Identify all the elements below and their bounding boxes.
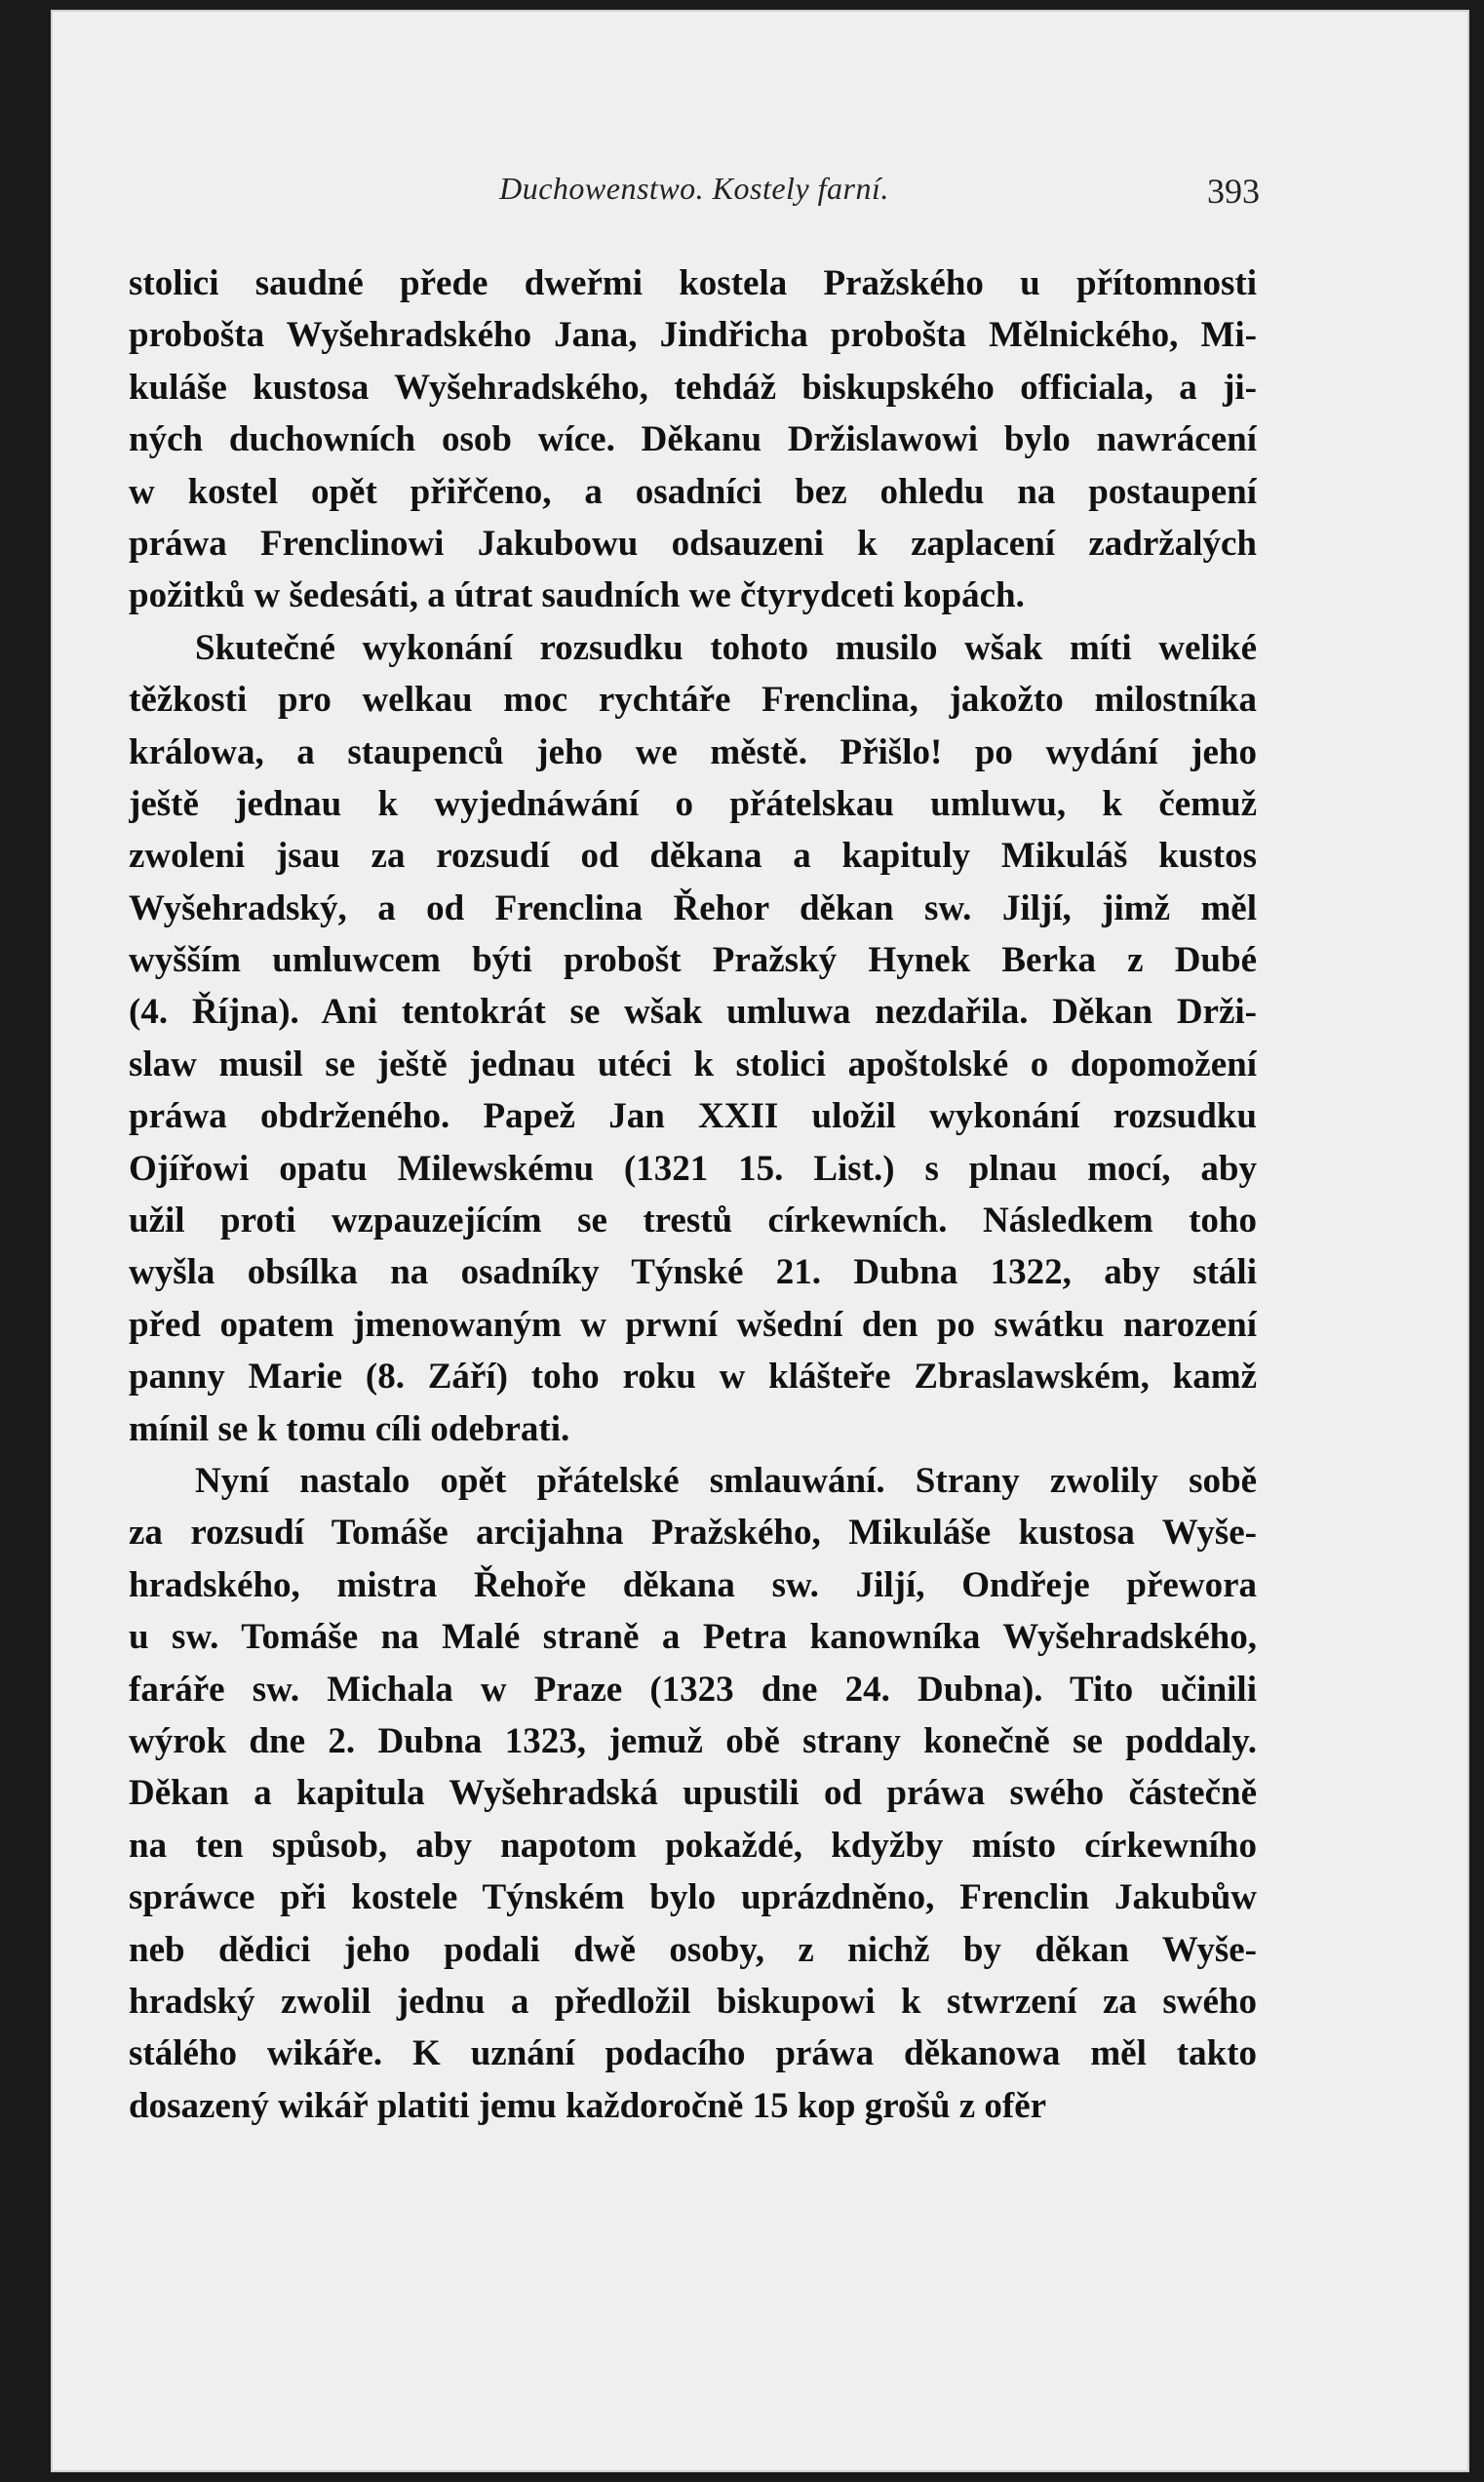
paragraph [129, 257, 1257, 622]
text-line: Ojířowi opatu Milewskému (1321 15. List.) s plnau mocí, aby [129, 1148, 1257, 1189]
text-line: u sw. Tomáše na Malé straně a Petra kanowníka Wyšehradského, [129, 1617, 1257, 1658]
text-line: ných duchowních osob wíce. Děkanu Držislawowi bylo nawrácení [129, 419, 1257, 460]
text-line: (4. Října). Ani tentokrát se wšak umluwa nezdařila. Děkan Drži- [129, 992, 1257, 1033]
text-line: slaw musil se ještě jednau utéci k stolici apoštolské o dopomožení [129, 1044, 1257, 1084]
text-line: Děkan a kapitula Wyšehradská upustili od práwa swého částečně [129, 1773, 1257, 1814]
paragraph [129, 1455, 1257, 2132]
text-line: ještě jednau k wyjednáwání o přátelskau umluwu, k čemuž [129, 783, 1257, 824]
text-line: kuláše kustosa Wyšehradského, tehdáž biskupského officiala, a ji- [129, 367, 1257, 408]
text-line: těžkosti pro welkau moc rychtáře Frenclina, jakožto milostníka [129, 680, 1257, 721]
body-text [129, 257, 1257, 2132]
text-line: wyšla obsílka na osadníky Týnské 21. Dubna 1322, aby stáli [129, 1252, 1257, 1293]
text-line: před opatem jmenowaným w prwní wšední den po swátku narození [129, 1304, 1257, 1345]
text-line: mínil se k tomu cíli odebrati. [129, 1408, 570, 1449]
text-line: hradský zwolil jednu a předložil biskupowi k stwrzení za swého [129, 1981, 1257, 2022]
running-head: Duchowenstwo. Kostely farní. [499, 171, 889, 206]
text-line: za rozsudí Tomáše arcijahna Pražského, Mikuláše kustosa Wyše- [129, 1513, 1257, 1554]
text-line: hradského, mistra Řehoře děkana sw. Jiljí, Ondřeje přewora [129, 1564, 1257, 1605]
text-line: Nyní nastalo opět přátelské smlauwání. Strany zwolily sobě [195, 1460, 1257, 1501]
text-line: dosazený wikář platiti jemu každoročně 15 kop grošů z ofěr [129, 2085, 1047, 2126]
text-line: stolici saudné přede dweřmi kostela Pražského u přítomnosti [129, 263, 1257, 303]
text-line: neb dědici jeho podali dwě osoby, z nichž by děkan Wyše- [129, 1929, 1257, 1970]
text-line: Skutečné wykonání rozsudku tohoto musilo wšak míti weliké [195, 627, 1257, 668]
text-line: w kostel opět přiřčeno, a osadníci bez ohledu na postaupení [129, 471, 1257, 512]
text-line: faráře sw. Michala w Praze (1323 dne 24. Dubna). Tito učinili [129, 1669, 1257, 1710]
text-line: práwa Frenclinowi Jakubowu odsauzeni k zaplacení zadržalých [129, 523, 1257, 564]
text-line: práwa obdrženého. Papež Jan XXII uložil wykonání rozsudku [129, 1096, 1257, 1137]
text-line: králowa, a staupenců jeho we městě. Přišlo! po wydání jeho [129, 731, 1257, 772]
text-line: zwoleni jsau za rozsudí od děkana a kapituly Mikuláš kustos [129, 836, 1257, 877]
text-line: wýrok dne 2. Dubna 1323, jemuž obě strany konečně se poddaly. [129, 1720, 1257, 1761]
book-page [51, 10, 1469, 2472]
page-header [129, 171, 1260, 219]
text-line: stálého wikáře. K uznání podacího práwa děkanowa měl takto [129, 2033, 1257, 2074]
text-line: užil proti wzpauzejícím se trestů církewních. Následkem toho [129, 1201, 1257, 1241]
text-line: probošta Wyšehradského Jana, Jindřicha probošta Mělnického, Mi- [129, 315, 1257, 356]
text-line: wyšším umluwcem býti probošt Pražský Hynek Berka z Dubé [129, 940, 1257, 981]
text-line: spráwce při kostele Týnském bylo uprázdněno, Frenclin Jakubůw [129, 1877, 1257, 1918]
page-number: 393 [1207, 172, 1260, 211]
text-line: na ten spůsob, aby napotom pokaždé, kdyžby místo církewního [129, 1825, 1257, 1866]
paragraph [129, 622, 1257, 1455]
text-line: požitků w šedesáti, a útrat saudních we čtyrydceti kopách. [129, 575, 1025, 616]
text-line: panny Marie (8. Září) toho roku w klášteře Zbraslawském, kamž [129, 1357, 1257, 1398]
text-line: Wyšehradský, a od Frenclina Řehor děkan sw. Jiljí, jimž měl [129, 887, 1257, 928]
